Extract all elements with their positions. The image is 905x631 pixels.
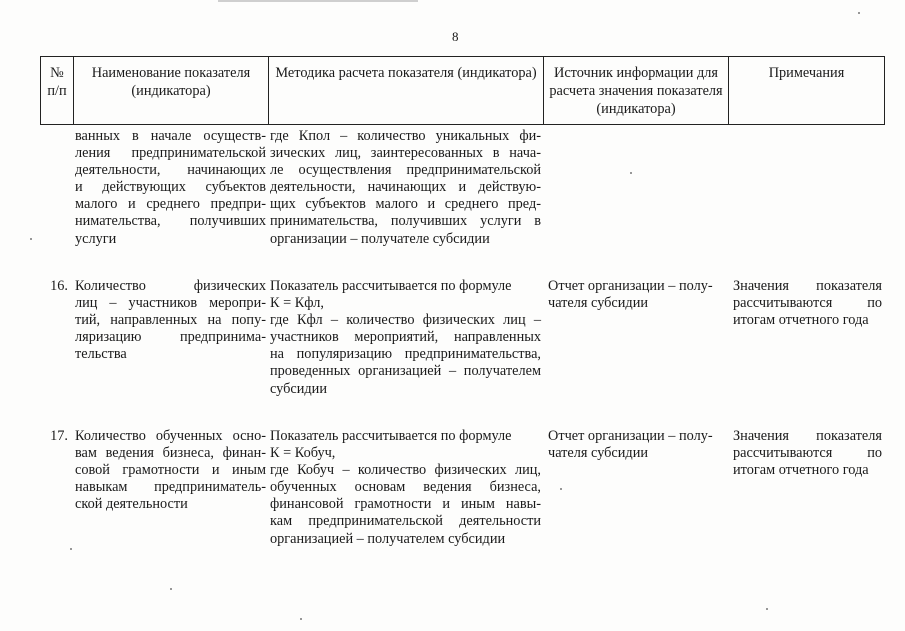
text-line: зических лиц, заинтересованных в нача- (270, 145, 541, 162)
text-line: Отчет организации – полу- (548, 278, 713, 294)
text-line: вам ведения бизнеса, финан- (75, 445, 266, 462)
scan-speck (70, 548, 72, 550)
text-line: ляризацию предпринима- (75, 329, 266, 346)
text-line: Количество обученных осно- (75, 428, 266, 444)
text-line: ле осуществления предпринимательской (270, 162, 541, 179)
text-line: ванных в начале осуществ- (75, 128, 266, 144)
text-line: принимательства, получивших услуги в (270, 213, 541, 230)
text-line: и действующих субъектов (75, 179, 266, 196)
text-line: деятельности, начинающих и действую- (270, 179, 541, 196)
header-method: Методика расчета показателя (индикатора) (269, 57, 544, 125)
scan-artifact-line (218, 0, 418, 2)
text-line: итогам отчетного года (733, 462, 869, 479)
text-line: где Кобуч – количество физических лиц, (270, 462, 541, 479)
continuation-name (75, 128, 266, 248)
text-line: финансовой грамотности и иным навы- (270, 496, 541, 513)
row-16-method (270, 278, 541, 398)
header-source: Источник информации для расчета значения показателя (индикатора) (544, 57, 729, 125)
row-17-name (75, 428, 266, 513)
text-line: Значения показателя (733, 428, 882, 444)
header-note: Примечания (729, 57, 885, 125)
row-16-num: 16. (50, 278, 68, 294)
text-line: кам предпринимательской деятельности (270, 513, 541, 530)
text-line: где Кпол – количество уникальных фи- (270, 128, 541, 144)
row-16-name (75, 278, 266, 363)
text-line: нимательства, получивших (75, 213, 266, 230)
text-line: щих субъектов малого и среднего пред- (270, 196, 541, 213)
scan-speck (766, 608, 768, 610)
row-17-note (733, 428, 882, 479)
row-17-source (548, 428, 726, 462)
page-number: 8 (452, 29, 459, 44)
text-line: ской деятельности (75, 496, 188, 513)
scan-speck (560, 488, 562, 490)
formula: К = Кобуч, (270, 445, 336, 462)
text-line: организацией – получателем субсидии (270, 530, 506, 547)
text-line: рассчитываются по (733, 295, 882, 312)
text-line: обученных основам ведения бизнеса, (270, 479, 541, 496)
text-line: тий, направленных на попу- (75, 312, 266, 329)
text-line: навыкам предприниматель- (75, 479, 266, 496)
row-17-method (270, 428, 541, 548)
formula: К = Кфл, (270, 295, 324, 312)
text-line: деятельности, начинающих (75, 162, 266, 179)
text-line: Значения показателя (733, 278, 882, 294)
text-line: итогам отчетного года (733, 312, 869, 329)
table-header (40, 56, 885, 125)
text-line: услуги (75, 230, 117, 247)
text-line: участников мероприятий, направленных (270, 329, 541, 346)
scan-speck (858, 12, 860, 14)
text-line: чателя субсидии (548, 295, 649, 312)
text-line: совой грамотности и иным (75, 462, 266, 479)
header-num: № п/п (41, 57, 74, 125)
text-line: на популяризацию предпринимательства, (270, 346, 541, 363)
text-line: субсидии (270, 380, 327, 397)
text-line: лиц – участников меропри- (75, 295, 266, 312)
header-name: Наименование показателя (индикатора) (74, 57, 269, 125)
text-line: Показатель рассчитывается по формуле (270, 278, 512, 294)
text-line: проведенных организацией – получателем (270, 363, 541, 380)
row-17-num: 17. (50, 428, 68, 444)
text-line: чателя субсидии (548, 445, 649, 462)
text-line: малого и среднего предпри- (75, 196, 266, 213)
scan-speck (300, 618, 302, 620)
text-line: Показатель рассчитывается по формуле (270, 428, 512, 444)
text-line: где Кфл – количество физических лиц – (270, 312, 541, 329)
row-16-note (733, 278, 882, 329)
text-line: Количество физических (75, 278, 266, 294)
text-line: рассчитываются по (733, 445, 882, 462)
text-line: тельства (75, 346, 127, 363)
continuation-method (270, 128, 541, 248)
scan-speck (30, 238, 32, 240)
text-line: Отчет организации – полу- (548, 428, 713, 444)
text-line: организации – получателе субсидии (270, 230, 490, 247)
row-16-source (548, 278, 726, 312)
scan-speck (170, 588, 172, 590)
scan-speck (630, 172, 632, 174)
text-line: ления предпринимательской (75, 145, 266, 162)
